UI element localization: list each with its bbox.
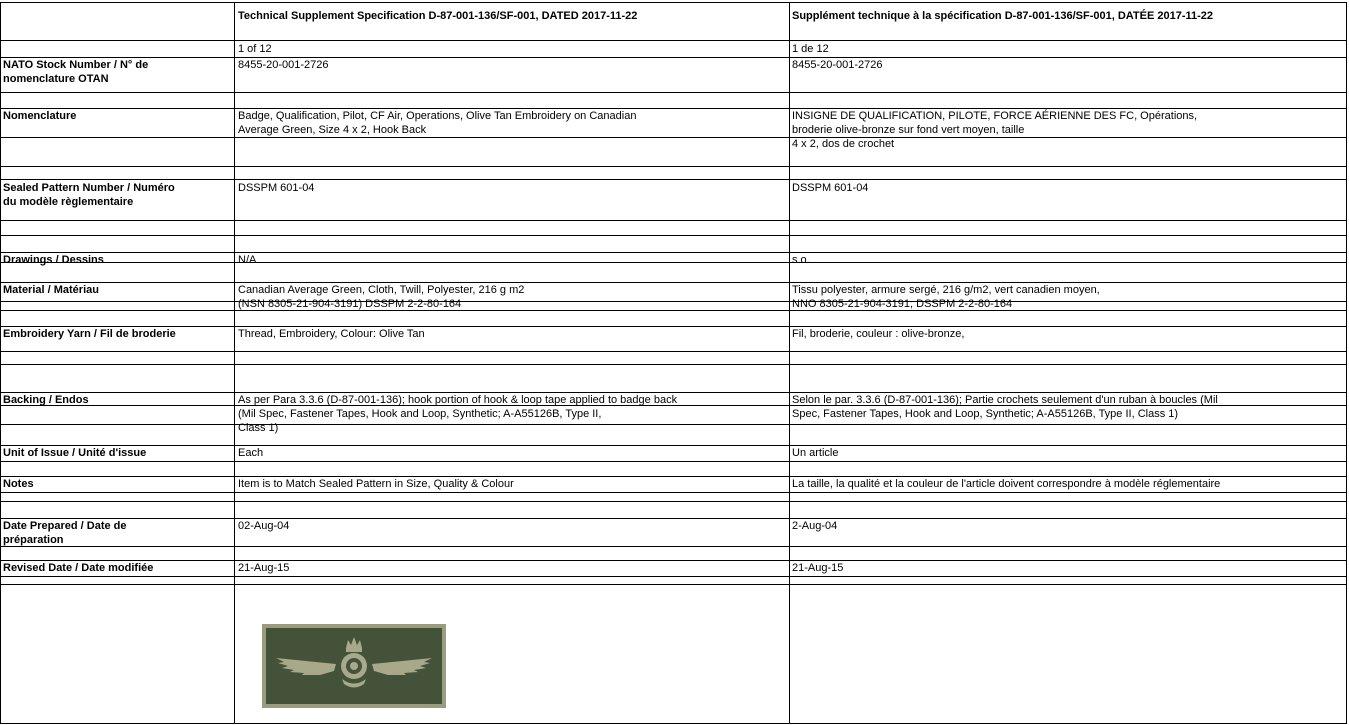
row-divider — [0, 364, 1347, 365]
row-divider — [0, 546, 1347, 547]
row-value-english: Badge, Qualification, Pilot, CF Air, Operations, Olive Tan Embroidery on Canadian — [238, 110, 637, 122]
row-divider — [0, 262, 1347, 263]
row-value-french: 21-Aug-15 — [792, 562, 844, 574]
row-label: Revised Date / Date modifiée — [3, 562, 154, 574]
row-value-french: broderie olive-bronze sur fond vert moyen, taille — [792, 124, 1025, 136]
row-label: Drawings / Dessins — [3, 254, 104, 266]
row-label: Nomenclature — [3, 110, 77, 122]
row-value-french: 8455-20-001-2726 — [792, 59, 883, 71]
row-value-english: (NSN 8305-21-904-3191) DSSPM 2-2-80-164 — [238, 298, 462, 310]
row-divider — [0, 108, 1347, 109]
row-divider — [0, 301, 1347, 302]
row-divider — [0, 137, 1347, 138]
row-label: Material / Matériau — [3, 284, 99, 296]
row-divider — [0, 235, 1347, 236]
row-divider — [0, 220, 1347, 221]
row-value-english: Average Green, Size 4 x 2, Hook Back — [238, 124, 427, 136]
row-divider — [0, 40, 1347, 41]
row-label: Embroidery Yarn / Fil de broderie — [3, 328, 176, 340]
row-value-english: 21-Aug-15 — [238, 562, 290, 574]
row-label: Backing / Endos — [3, 394, 89, 406]
row-value-english: Each — [238, 447, 264, 459]
row-value-english: As per Para 3.3.6 (D-87-001-136); hook portion of hook & loop tape applied to badge back — [238, 394, 678, 406]
row-value-english: 8455-20-001-2726 — [238, 59, 329, 71]
row-value-french: Spec, Fastener Tapes, Hook and Loop, Synthetic; A-A55126B, Type II, Class 1) — [792, 408, 1179, 420]
row-value-english: Thread, Embroidery, Colour: Olive Tan — [238, 328, 425, 340]
row-value-french: DSSPM 601-04 — [792, 182, 869, 194]
row-divider — [0, 445, 1347, 446]
row-value-french: La taille, la qualité et la couleur de l'article doivent correspondre à modèle réglementaire — [792, 478, 1221, 490]
column-divider — [789, 2, 790, 723]
row-value-french: s.o. — [792, 254, 810, 266]
row-value-english: DSSPM 601-04 — [238, 182, 315, 194]
header-english: Technical Supplement Specification D-87-001-136/SF-001, DATED 2017-11-22 — [238, 10, 638, 22]
row-value-english: (Mil Spec, Fastener Tapes, Hook and Loop, Synthetic; A-A55126B, Type II, — [238, 408, 602, 420]
row-value-english: N/A — [238, 254, 257, 266]
pilot-wings-badge-image — [262, 624, 446, 708]
row-divider — [0, 501, 1347, 502]
row-value-french: INSIGNE DE QUALIFICATION, PILOTE, FORCE AÉRIENNE DES FC, Opérations, — [792, 110, 1198, 122]
row-divider — [0, 476, 1347, 477]
row-divider — [0, 461, 1347, 462]
row-value-english: Item is to Match Sealed Pattern in Size, Quality & Colour — [238, 478, 514, 490]
row-divider — [0, 392, 1347, 393]
page-number-french: 1 de 12 — [792, 43, 829, 55]
row-divider — [0, 310, 1347, 311]
row-value-french: NNO 8305-21-904-3191; DSSPM 2-2-80-164 — [792, 298, 1013, 310]
row-divider — [0, 492, 1347, 493]
row-divider — [0, 560, 1347, 561]
row-label: Date Prepared / Date de — [3, 520, 127, 532]
row-value-french: Un article — [792, 447, 839, 459]
row-value-english: 02-Aug-04 — [238, 520, 290, 532]
row-divider — [0, 57, 1347, 58]
row-divider — [0, 351, 1347, 352]
row-value-english: Canadian Average Green, Cloth, Twill, Polyester, 216 g m2 — [238, 284, 525, 296]
row-label: du modèle règlementaire — [3, 196, 134, 208]
badge-center-dot — [350, 662, 358, 670]
header-french: Supplément technique à la spécification D-87-001-136/SF-001, DATÉE 2017-11-22 — [792, 10, 1214, 22]
row-label: Sealed Pattern Number / Numéro — [3, 182, 175, 194]
row-label: nomenclature OTAN — [3, 73, 109, 85]
row-divider — [0, 584, 1347, 585]
row-divider — [0, 282, 1347, 283]
row-label: Notes — [3, 478, 34, 490]
row-divider — [0, 2, 1347, 3]
row-divider — [0, 92, 1347, 93]
row-value-english: Class 1) — [238, 422, 279, 434]
row-divider — [0, 179, 1347, 180]
row-label: NATO Stock Number / N° de — [3, 59, 149, 71]
row-divider — [0, 576, 1347, 577]
row-divider — [0, 424, 1347, 425]
row-label: Unit of Issue / Unité d'issue — [3, 447, 147, 459]
row-divider — [0, 518, 1347, 519]
row-value-french: Selon le par. 3.3.6 (D-87-001-136); Partie crochets seulement d'un ruban à boucles (Mil — [792, 394, 1218, 406]
column-divider — [0, 2, 1, 723]
row-value-french: Fil, broderie, couleur : olive-bronze, — [792, 328, 965, 340]
row-label: préparation — [3, 534, 64, 546]
row-divider — [0, 723, 1347, 724]
column-divider — [234, 2, 235, 723]
row-divider — [0, 252, 1347, 253]
row-value-french: Tissu polyester, armure sergé, 216 g/m2, vert canadien moyen, — [792, 284, 1100, 296]
row-divider — [0, 166, 1347, 167]
row-value-french: 4 x 2, dos de crochet — [792, 138, 895, 150]
column-divider — [1346, 2, 1347, 723]
page-number-english: 1 of 12 — [238, 43, 272, 55]
row-value-french: 2-Aug-04 — [792, 520, 838, 532]
row-divider — [0, 326, 1347, 327]
